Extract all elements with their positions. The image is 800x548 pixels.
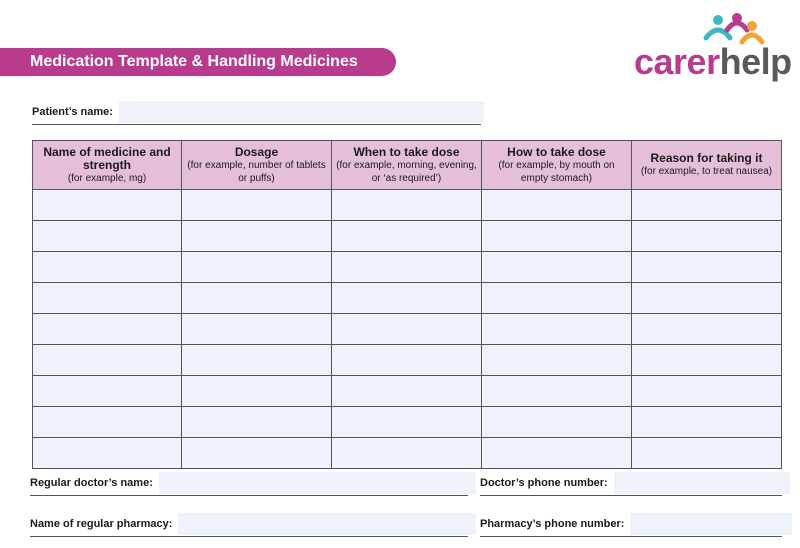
- table-cell[interactable]: [482, 376, 632, 407]
- table-cell[interactable]: [332, 345, 482, 376]
- table-row: [33, 376, 782, 407]
- table-cell[interactable]: [182, 314, 332, 345]
- table-row: [33, 221, 782, 252]
- column-header-medicine: Name of medicine and strength (for example, mg): [33, 141, 182, 190]
- table-row: [33, 283, 782, 314]
- table-cell[interactable]: [632, 376, 782, 407]
- table-cell[interactable]: [632, 221, 782, 252]
- table-row: [33, 252, 782, 283]
- table-cell[interactable]: [182, 283, 332, 314]
- table-cell[interactable]: [482, 283, 632, 314]
- table-cell[interactable]: [33, 283, 182, 314]
- table-cell[interactable]: [332, 438, 482, 469]
- doctor-phone-field[interactable]: [614, 472, 790, 494]
- pharmacy-phone-field[interactable]: [630, 513, 792, 535]
- table-cell[interactable]: [482, 190, 632, 221]
- table-cell[interactable]: [332, 252, 482, 283]
- table-cell[interactable]: [332, 221, 482, 252]
- patient-name-underline: [32, 124, 481, 125]
- pharmacy-phone-underline: [480, 536, 782, 537]
- table-cell[interactable]: [482, 345, 632, 376]
- table-cell[interactable]: [482, 221, 632, 252]
- patient-name-field[interactable]: [119, 101, 484, 123]
- pharmacy-phone-label: Pharmacy’s phone number:: [480, 518, 625, 530]
- table-cell[interactable]: [632, 190, 782, 221]
- table-row: [33, 438, 782, 469]
- logo-wordmark: carerhelp: [634, 41, 792, 82]
- page-title: Medication Template & Handling Medicines: [30, 53, 358, 70]
- doctor-name-underline: [30, 495, 468, 496]
- carerhelp-logo: [634, 12, 792, 86]
- page-title-banner: [0, 48, 396, 76]
- table-cell[interactable]: [632, 252, 782, 283]
- doctor-phone-row: [480, 472, 790, 494]
- doctor-name-row: [30, 472, 476, 494]
- table-header-row: [33, 141, 782, 190]
- pharmacy-name-label: Name of regular pharmacy:: [30, 518, 173, 530]
- table-cell[interactable]: [332, 376, 482, 407]
- table-cell[interactable]: [33, 407, 182, 438]
- table-cell[interactable]: [182, 345, 332, 376]
- table-cell[interactable]: [33, 252, 182, 283]
- table-cell[interactable]: [332, 190, 482, 221]
- patient-name-row: [32, 101, 484, 123]
- table-cell[interactable]: [332, 314, 482, 345]
- table-row: [33, 407, 782, 438]
- table-cell[interactable]: [332, 283, 482, 314]
- table-cell[interactable]: [182, 252, 332, 283]
- table-cell[interactable]: [182, 221, 332, 252]
- table-cell[interactable]: [482, 438, 632, 469]
- column-header-dosage: Dosage (for example, number of tablets or puffs): [182, 141, 332, 190]
- pharmacy-name-row: [30, 513, 476, 535]
- table-row: [33, 314, 782, 345]
- table-cell[interactable]: [482, 252, 632, 283]
- table-row: [33, 345, 782, 376]
- table-cell[interactable]: [482, 407, 632, 438]
- patient-name-label: Patient’s name:: [32, 106, 113, 118]
- pharmacy-name-field[interactable]: [178, 513, 476, 535]
- doctor-phone-underline: [480, 495, 782, 496]
- table-cell[interactable]: [182, 438, 332, 469]
- doctor-phone-label: Doctor’s phone number:: [480, 477, 608, 489]
- table-cell[interactable]: [182, 376, 332, 407]
- doctor-name-field[interactable]: [159, 472, 476, 494]
- table-row: [33, 190, 782, 221]
- table-cell[interactable]: [33, 345, 182, 376]
- table-cell[interactable]: [33, 221, 182, 252]
- medication-table: [32, 140, 782, 469]
- table-cell[interactable]: [482, 314, 632, 345]
- table-cell[interactable]: [632, 314, 782, 345]
- column-header-how: How to take dose (for example, by mouth on empty stomach): [482, 141, 632, 190]
- column-header-reason: Reason for taking it (for example, to treat nausea): [632, 141, 782, 190]
- table-cell[interactable]: [33, 376, 182, 407]
- table-cell[interactable]: [632, 283, 782, 314]
- pharmacy-phone-row: [480, 513, 792, 535]
- table-cell[interactable]: [332, 407, 482, 438]
- table-cell[interactable]: [182, 407, 332, 438]
- table-cell[interactable]: [33, 438, 182, 469]
- table-cell[interactable]: [33, 314, 182, 345]
- doctor-name-label: Regular doctor’s name:: [30, 477, 153, 489]
- table-cell[interactable]: [632, 407, 782, 438]
- table-cell[interactable]: [632, 438, 782, 469]
- pharmacy-name-underline: [30, 536, 468, 537]
- column-header-when: When to take dose (for example, morning, evening, or ‘as required’): [332, 141, 482, 190]
- table-cell[interactable]: [182, 190, 332, 221]
- table-cell[interactable]: [632, 345, 782, 376]
- table-cell[interactable]: [33, 190, 182, 221]
